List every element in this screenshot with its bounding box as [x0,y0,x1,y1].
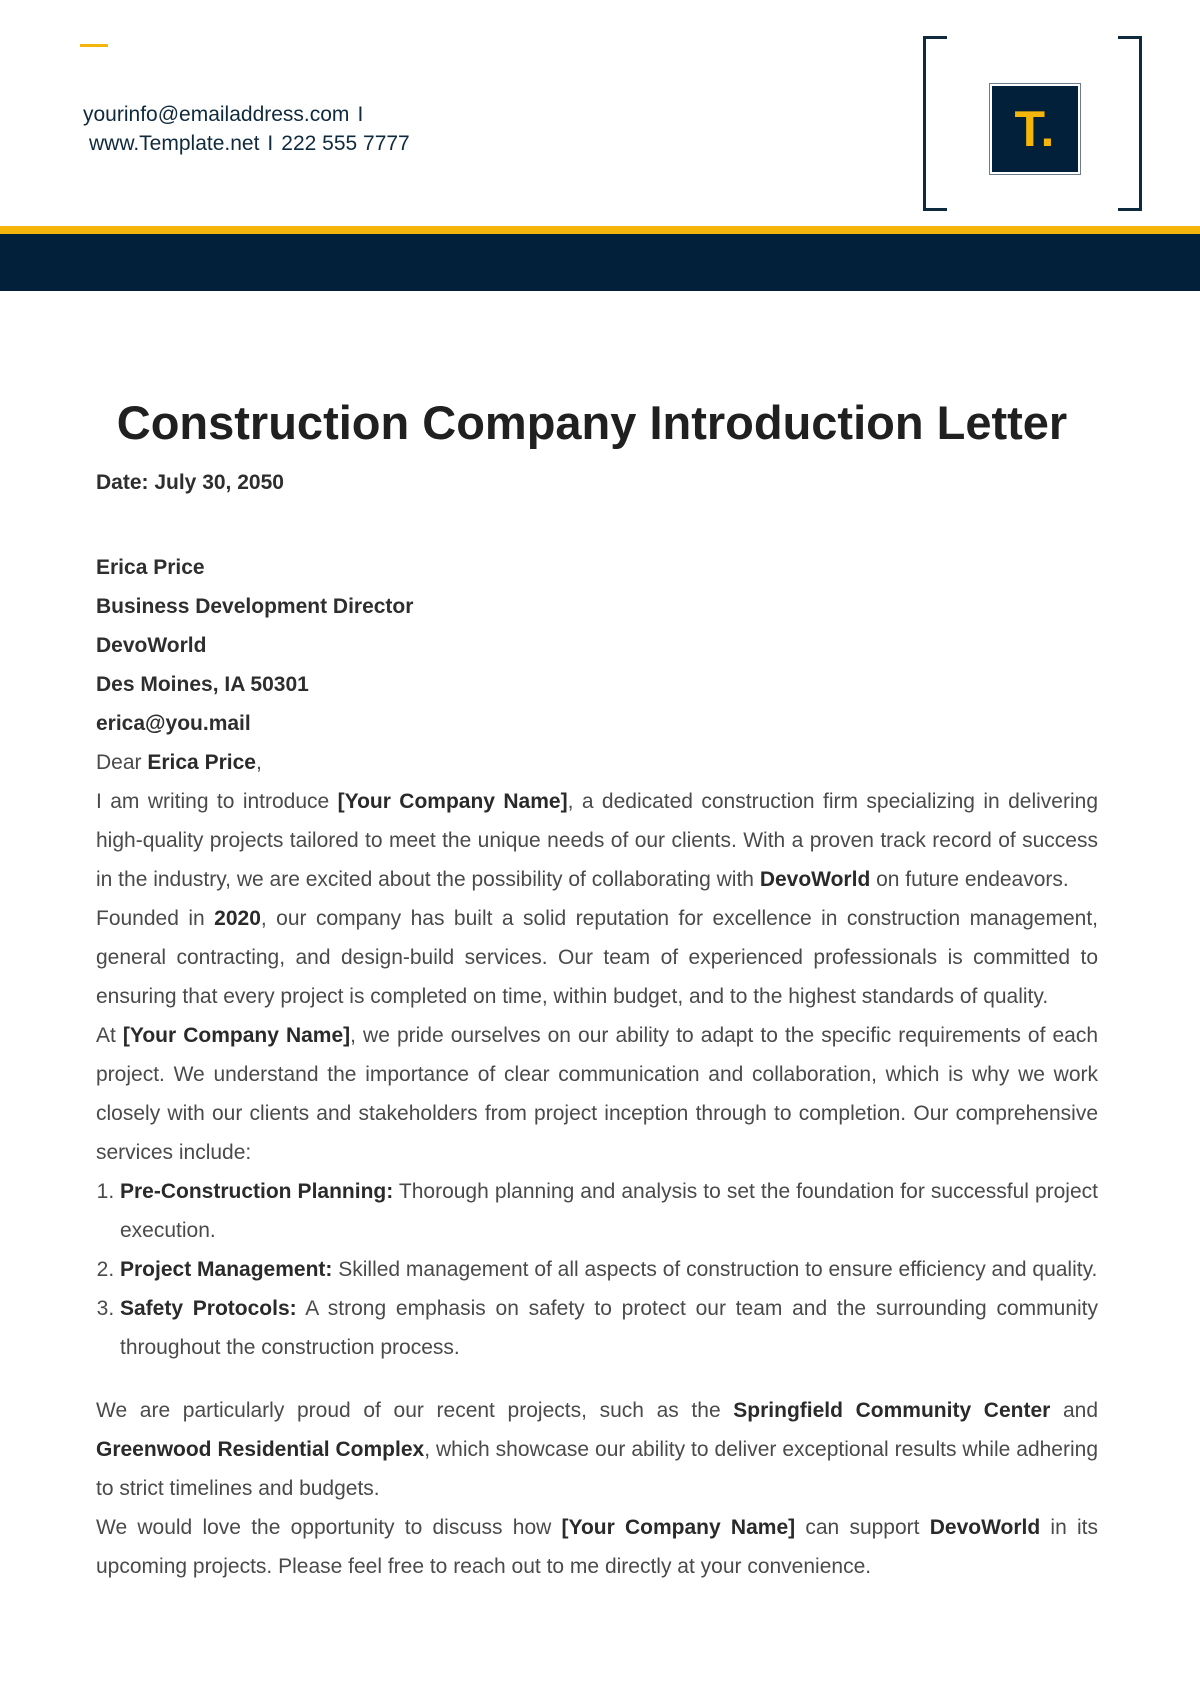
letterhead [0,0,1200,291]
list-item: 3. Safety Protocols: A strong emphasis on safety to protect our team and the surrounding community throughout the construction process. [120,1289,1098,1367]
paragraph-services-intro: At [Your Company Name], we pride ourselves on our ability to adapt to the specific requirements of each project. We understand the importance of clear communication and collaboration, which is why we work closely with our clients and stakeholders from project inception through to completion. Our comprehensive services include: [96,1024,1098,1164]
header-yellow-band [0,226,1200,234]
letter-date: Date: July 30, 2050 [96,471,284,494]
recipient-title: Business Development Director [96,595,414,618]
paragraph-intro: I am writing to introduce [Your Company Name], a dedicated construction firm specializing in delivering high-quality projects tailored to meet the unique needs of our clients. With a proven track record of success in the industry, we are excited about the possibility of collaborating with DevoWorld on future endeavors. [96,790,1098,891]
company-logo [990,84,1080,174]
contact-info [83,100,410,158]
contact-website[interactable]: www.Template.net [89,132,260,155]
logo-text: T. [1014,101,1056,157]
recipient-email[interactable]: erica@you.mail [96,712,251,735]
page-title: Construction Company Introduction Letter [116,396,1068,449]
logo-bracket-right [1118,36,1142,211]
recipient-block [96,548,1098,743]
list-item: 1. Pre-Construction Planning: Thorough planning and analysis to set the foundation for successful project execution. [120,1172,1098,1250]
services-list [96,1172,1098,1367]
accent-dash [80,44,108,47]
salutation: Dear Erica Price, [96,751,262,774]
contact-line-1 [83,100,410,129]
list-item: 2. Project Management: Skilled management of all aspects of construction to ensure efficiency and quality. [120,1250,1098,1289]
letter-body [96,388,1098,1586]
contact-email[interactable]: yourinfo@emailaddress.com [83,103,350,126]
spacer [96,1367,1098,1391]
header-navy-band [0,234,1200,291]
recipient-name: Erica Price [96,556,205,579]
recipient-address: Des Moines, IA 50301 [96,673,309,696]
contact-line-2 [83,129,410,158]
paragraph-closing: We would love the opportunity to discuss how [Your Company Name] can support DevoWorld in its upcoming projects. Please feel free to reach out to me directly at your convenience. [96,1516,1098,1578]
contact-separator: I [357,103,364,126]
letter-text [96,743,1098,1586]
logo-bracket-left [923,36,947,211]
paragraph-projects: We are particularly proud of our recent projects, such as the Springfield Community Center and Greenwood Residential Complex, which showcase our ability to deliver exceptional results while adhering to strict timelines and budgets. [96,1399,1098,1500]
recipient-company: DevoWorld [96,634,207,657]
contact-phone: 222 555 7777 [281,132,410,155]
contact-separator: I [267,132,274,155]
paragraph-founded: Founded in 2020, our company has built a solid reputation for excellence in construction management, general contracting, and design-build services. Our team of experienced professionals is committed to ensuring that every project is completed on time, within budget, and to the highest standards of quality. [96,907,1099,1008]
